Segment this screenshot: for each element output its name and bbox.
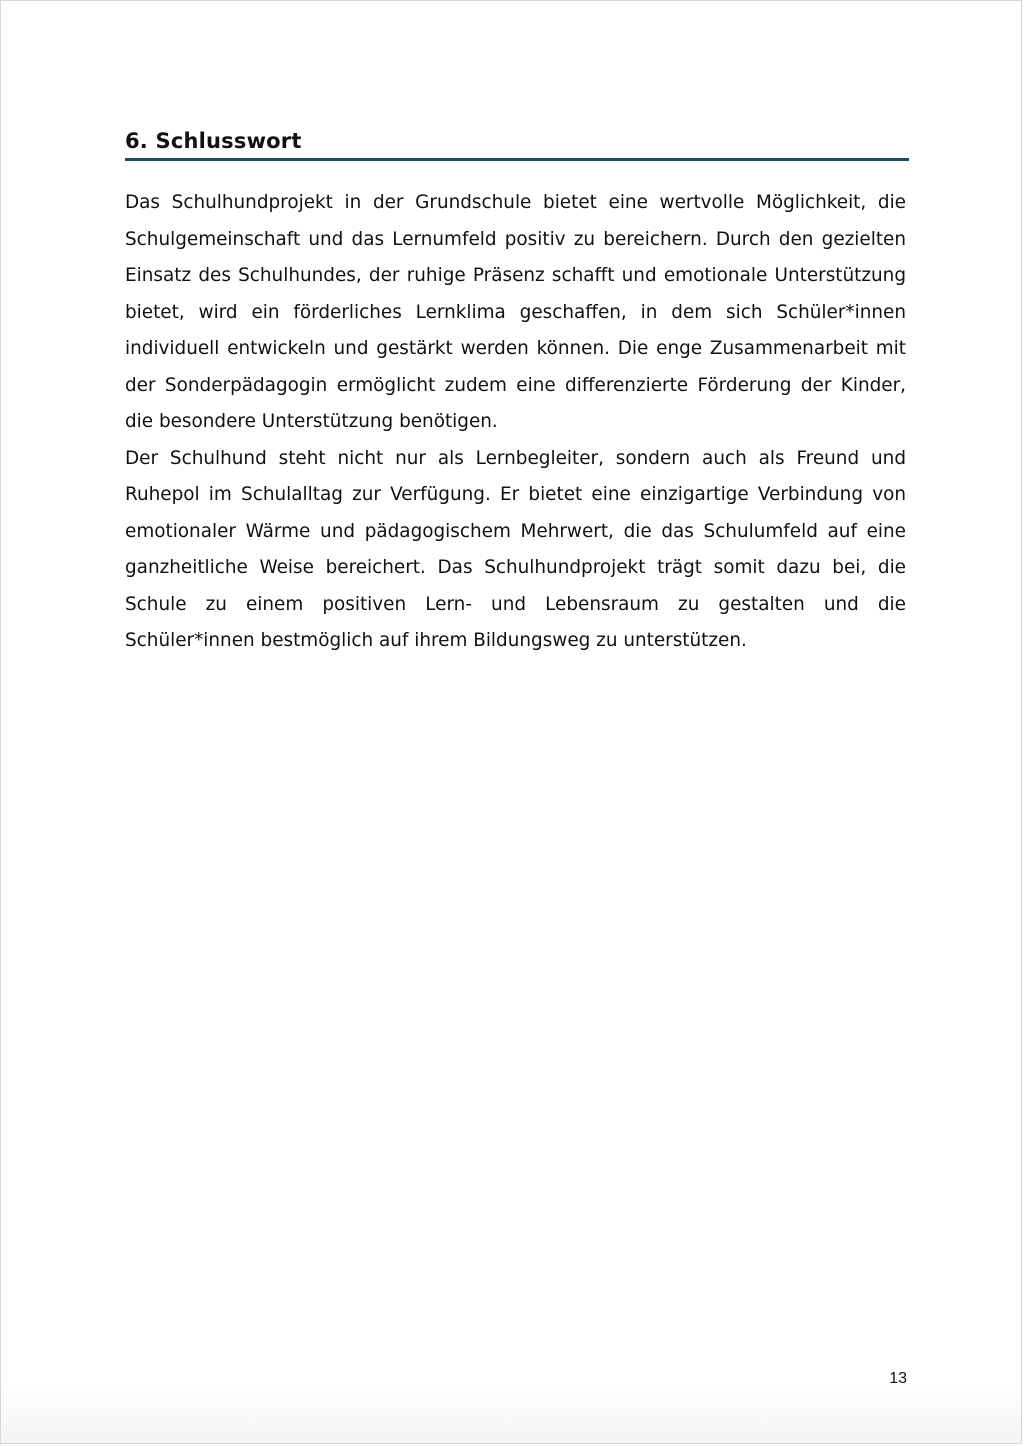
page-number: 13 — [889, 1370, 907, 1387]
body-text — [125, 185, 906, 660]
paragraph-1: Das Schulhundprojekt in der Grundschule bietet eine wertvolle Möglichkeit, die Schulgemeinschaft und das Lernumfeld positiv zu bereichern. Durch den gezielten Einsatz des Schulhundes, der ruhige Präsenz schafft und emotionale Unterstützung bietet, wird ein förderliches Lernklima geschaffen, in dem sich Schüler*innen individuell entwickeln und gestärkt werden können. Die enge Zusammenarbeit mit der Sonderpädagogin ermöglicht zudem eine differenzierte Förderung der Kinder, die besondere Unterstützung benötigen. — [125, 192, 906, 432]
section-heading: 6. Schlusswort — [125, 127, 909, 161]
paragraph-2: Der Schulhund steht nicht nur als Lernbegleiter, sondern auch als Freund und Ruhepol im Schulalltag zur Verfügung. Er bietet eine einzigartige Verbindung von emotionaler Wärme und pädagogischem Mehrwert, die das Schulumfeld auf eine ganzheitliche Weise bereichert. Das Schulhundprojekt trägt somit dazu bei, die Schule zu einem positiven Lern- und Lebensraum zu gestalten und die Schüler*innen bestmöglich auf ihrem Bildungsweg zu unterstützen. — [125, 447, 906, 651]
